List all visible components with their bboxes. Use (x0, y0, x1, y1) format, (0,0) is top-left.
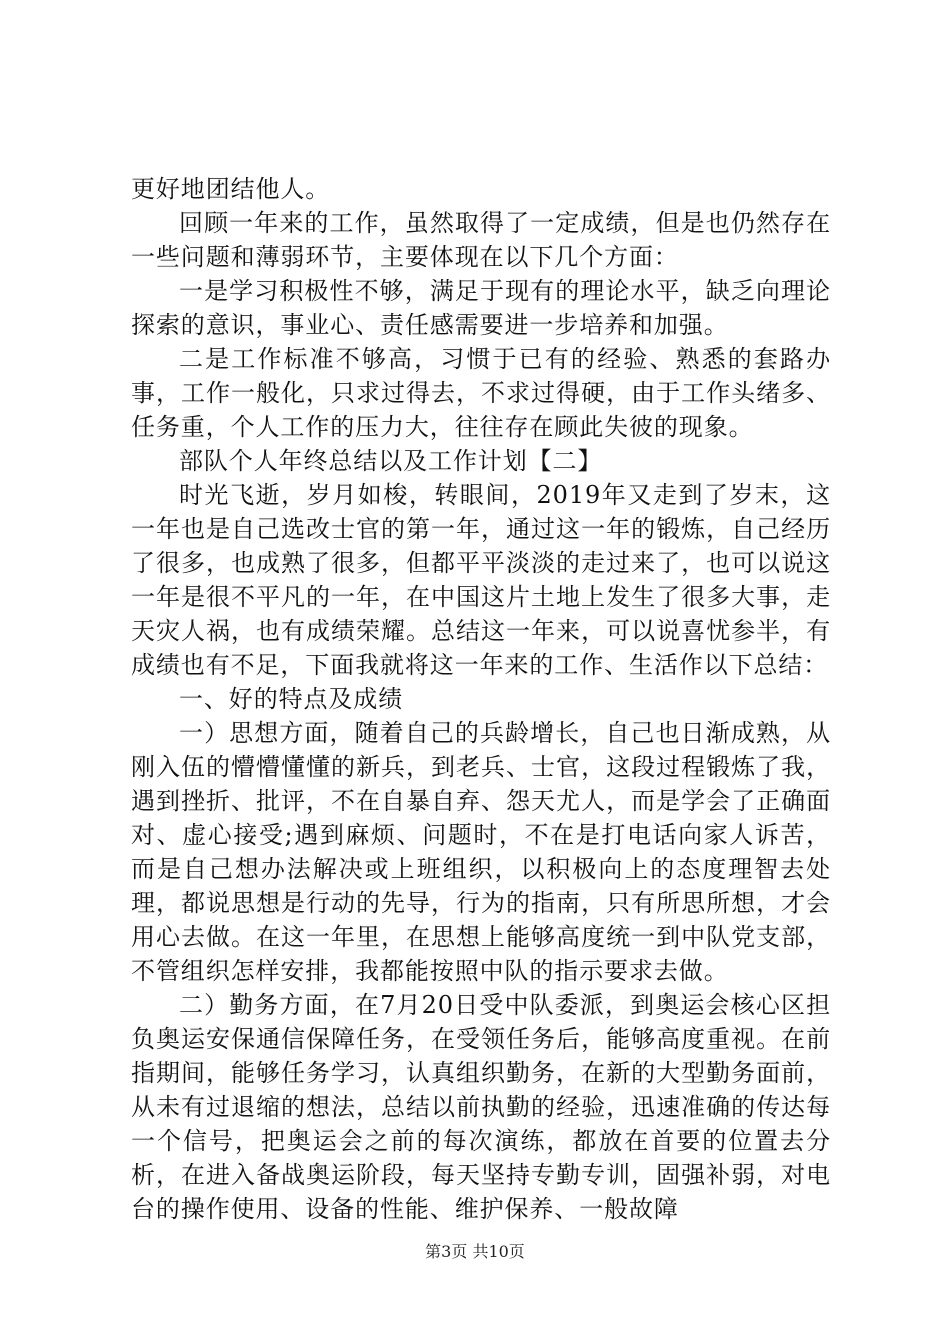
subsection-heading: 一、好的特点及成绩 (179, 685, 404, 713)
paragraph-6: 时光飞逝，岁月如梭，转眼间，2019年又走到了岁末，这一年也是自己选改士官的第一年，通过这一年的锻炼，自己经历了很多，也成熟了很多，但都平平淡淡的走过来了，也可以说这一年是很不平凡的一年，在中国这片土地上发生了很多大事，走天灾人祸，也有成绩荣耀。总结这一年来，可以说喜忧参半，有成绩也有不足，下面我就将这一年来的工作、生活作以下总结： (131, 481, 831, 679)
paragraph-4: 二是工作标准不够高，习惯于已有的经验、熟悉的套路办事，工作一般化，只求过得去，不求过得硬，由于工作头绪多、任务重，个人工作的压力大，往往存在顾此失彼的现象。 (131, 345, 831, 441)
paragraph-9: 二）勤务方面，在7月20日受中队委派，到奥运会核心区担负奥运安保通信保障任务，在受领任务后，能够高度重视。在前指期间，能够任务学习，认真组织勤务，在新的大型勤务面前，从未有过退缩的想法，总结以前执勤的经验，迅速准确的传达每一个信号，把奥运会之前的每次演练，都放在首要的位置去分析，在进入备战奥运阶段，每天坚持专勤专训，固强补弱，对电台的操作使用、设备的性能、维护保养、一般故障 (131, 991, 831, 1223)
section-heading: 部队个人年终总结以及工作计划【二】 (179, 447, 603, 475)
document-body (131, 172, 831, 1226)
paragraph-1: 更好地团结他人。 (131, 175, 331, 203)
paragraph-2: 回顾一年来的工作，虽然取得了一定成绩，但是也仍然存在一些问题和薄弱环节，主要体现在以下几个方面： (131, 209, 831, 271)
page-number-footer: 第3页 共10页 (425, 1242, 525, 1261)
paragraph-8: 一）思想方面，随着自己的兵龄增长，自己也日渐成熟，从刚入伍的懵懵懂懂的新兵，到老兵、士官，这段过程锻炼了我，遇到挫折、批评，不在自暴自弃、怨天尤人，而是学会了正确面对、虚心接受;遇到麻烦、问题时，不在是打电话向家人诉苦，而是自己想办法解决或上班组织，以积极向上的态度理智去处理，都说思想是行动的先导，行为的指南，只有所思所想，才会用心去做。在这一年里，在思想上能够高度统一到中队党支部，不管组织怎样安排，我都能按照中队的指示要求去做。 (131, 719, 831, 985)
paragraph-3: 一是学习积极性不够，满足于现有的理论水平，缺乏向理论探索的意识，事业心、责任感需要进一步培养和加强。 (131, 277, 831, 339)
